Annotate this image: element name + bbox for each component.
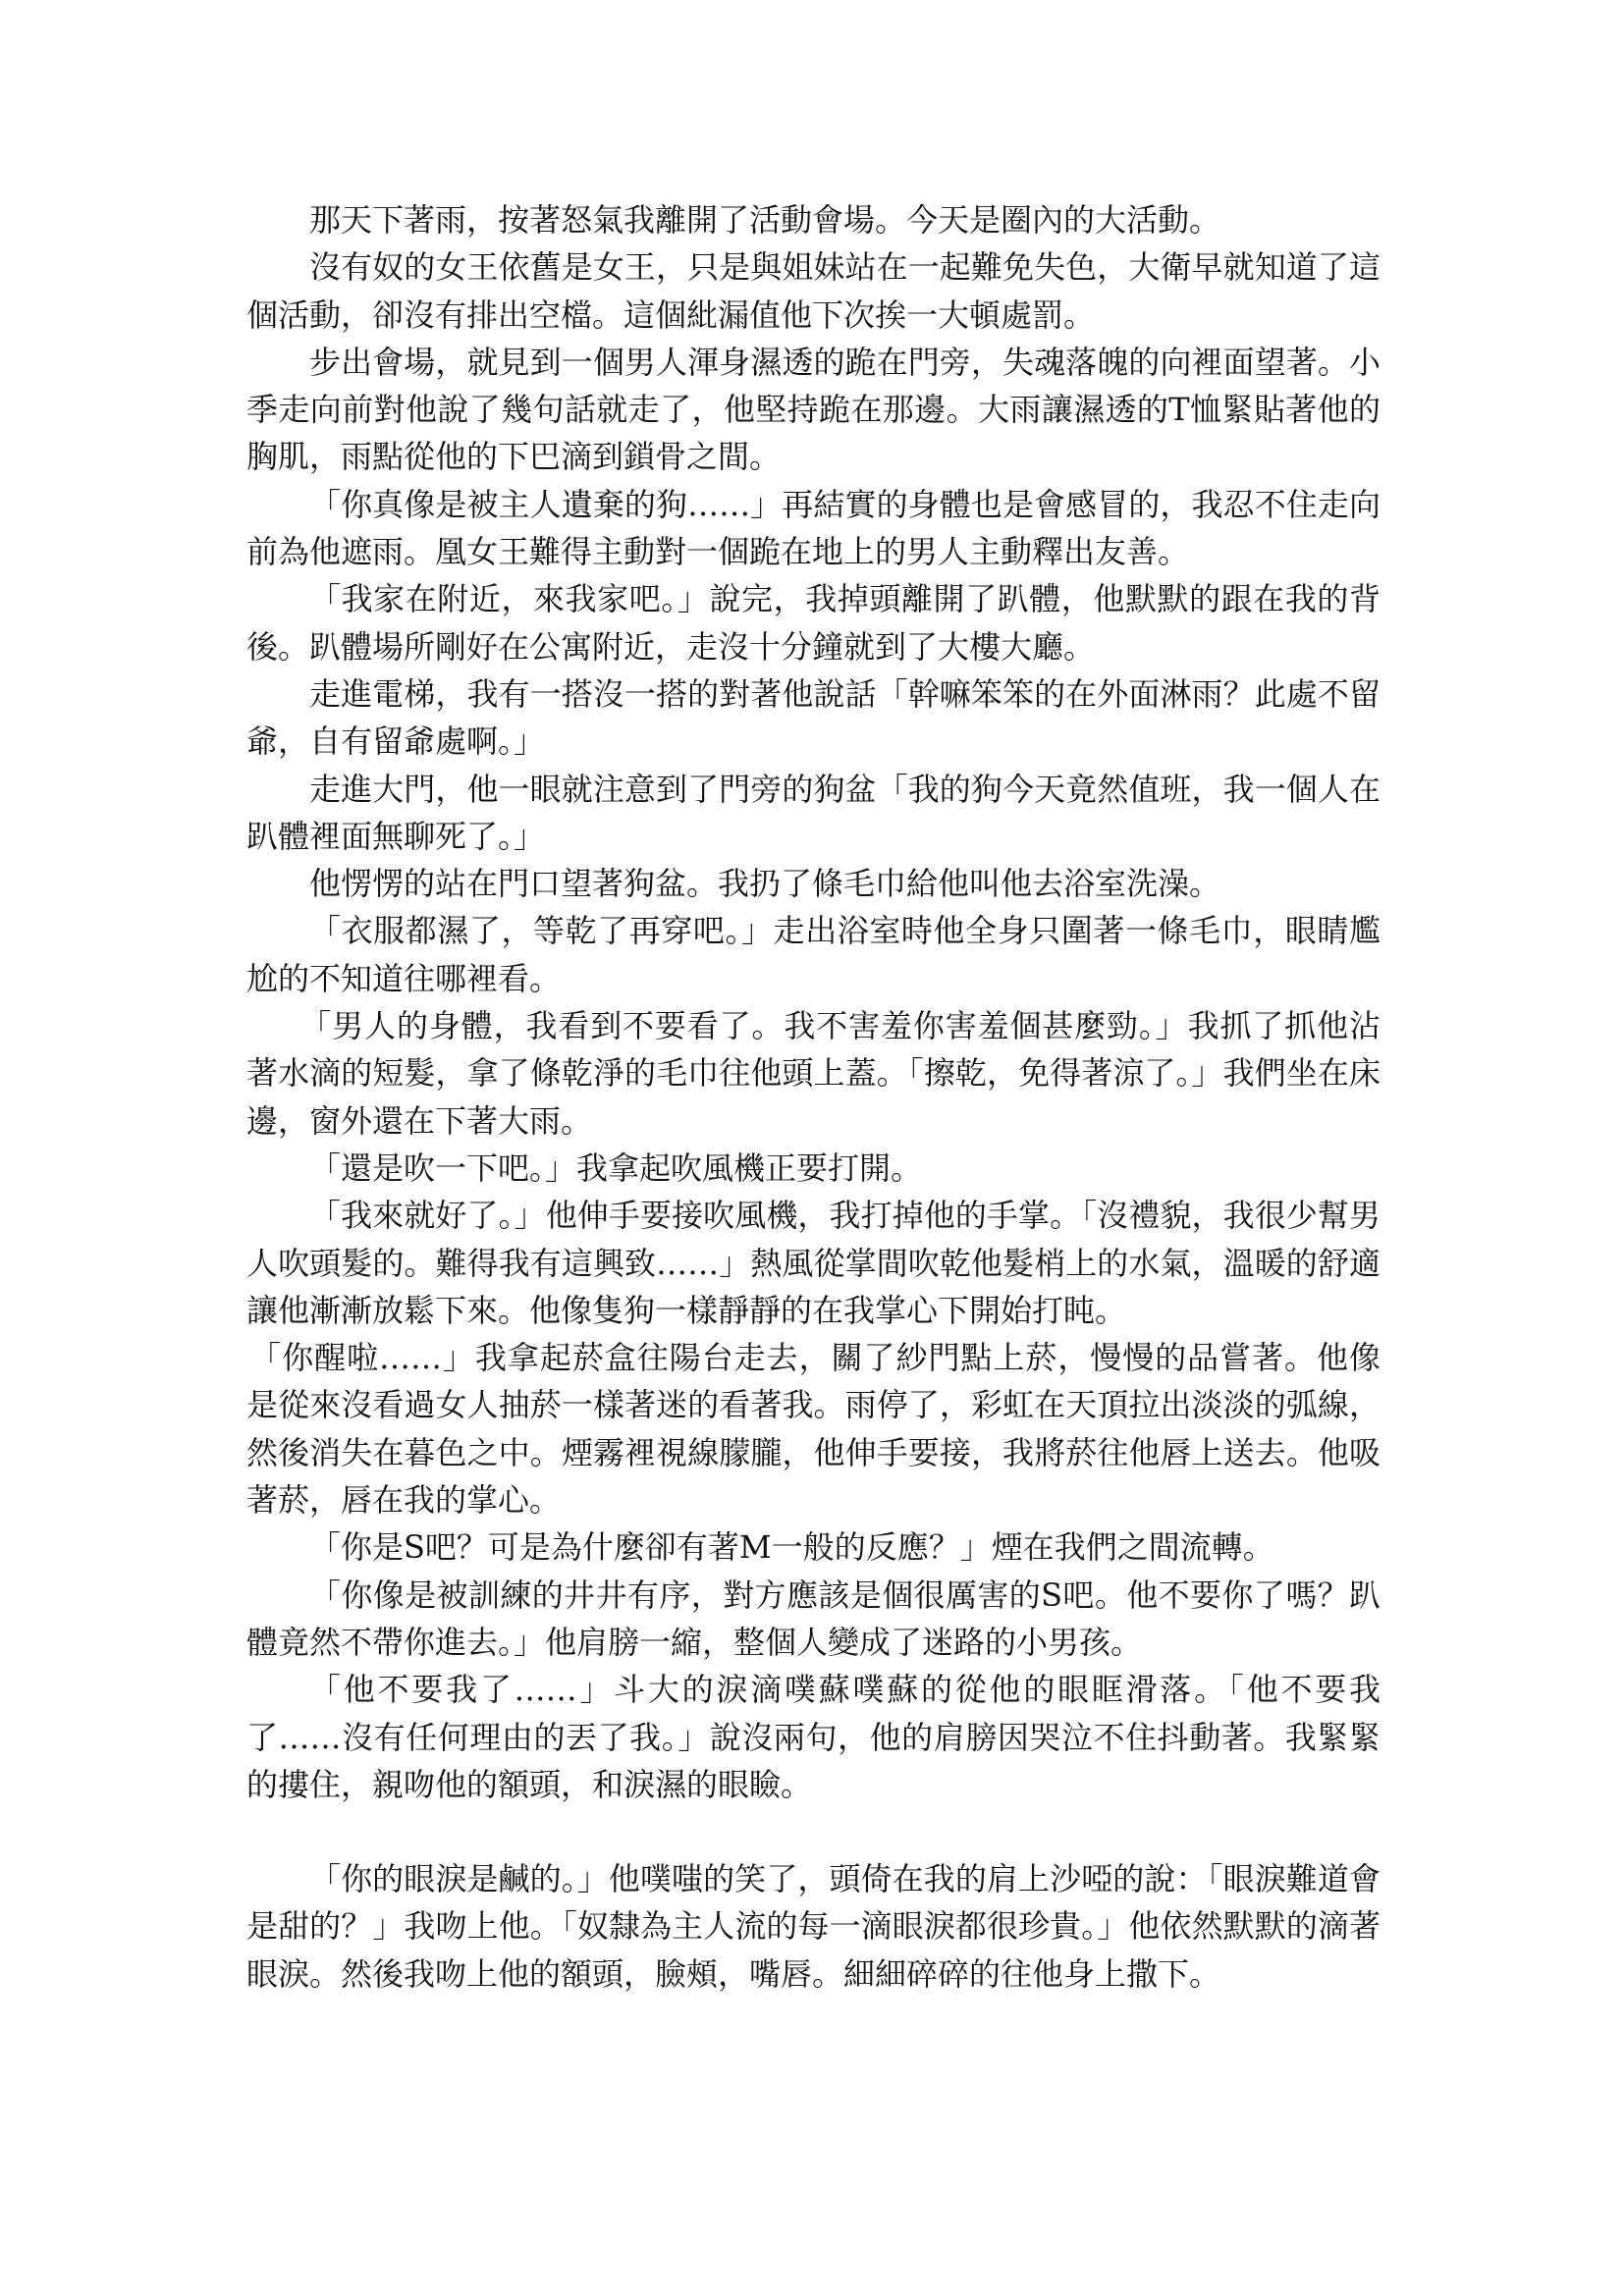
paragraph-5: 「我家在附近，來我家吧。」說完，我掉頭離開了趴體，他默默的跟在我的背後。趴體場所剛好在公寓附近，走沒十分鐘就到了大樓大廳。 bbox=[246, 580, 1380, 666]
paragraph-10: 「男人的身體，我看到不要看了。我不害羞你害羞個甚麼勁。」我抓了抓他沾著水滴的短髮，拿了條乾淨的毛巾往他頭上蓋。「擦乾，免得著涼了。」我們坐在床邊，窗外還在下著大雨。 bbox=[246, 1007, 1380, 1140]
paragraph-6: 走進電梯，我有一搭沒一搭的對著他說話「幹嘛笨笨的在外面淋雨？此處不留爺，自有留爺處啊。」 bbox=[246, 674, 1380, 761]
paragraph-13: 「你醒啦……」我拿起菸盒往陽台走去，關了紗門點上菸，慢慢的品嘗著。他像是從來沒看過女人抽菸一樣著迷的看著我。雨停了，彩虹在天頂拉出淡淡的弧線，然後消失在暮色之中。煙霧裡視線朦朧，他伸手要接，我將菸往他唇上送去。他吸著菸，唇在我的掌心。 bbox=[246, 1339, 1380, 1520]
paragraph-16: 「他不要我了……」斗大的淚滴噗蘇噗蘇的從他的眼眶滑落。「他不要我了……沒有任何理由的丟了我。」說沒兩句，他的肩膀因哭泣不住抖動著。我緊緊的摟住，親吻他的額頭，和淚濕的眼瞼。 bbox=[246, 1671, 1380, 1803]
paragraph-3: 步出會場，就見到一個男人渾身濕透的跪在門旁，失魂落魄的向裡面望著。小季走向前對他說了幾句話就走了，他堅持跪在那邊。大雨讓濕透的T恤緊貼著他的胸肌，雨點從他的下巴滴到鎖骨之間。 bbox=[246, 343, 1380, 476]
paragraph-11: 「還是吹一下吧。」我拿起吹風機正要打開。 bbox=[309, 1148, 923, 1187]
paragraph-gap bbox=[246, 1808, 1380, 1855]
paragraph-9: 「衣服都濕了，等乾了再穿吧。」走出浴室時他全身只圍著一條毛巾，眼睛尷尬的不知道往哪裡看。 bbox=[246, 912, 1380, 997]
paragraph-14: 「你是S吧？可是為什麼卻有著M一般的反應？」煙在我們之間流轉。 bbox=[309, 1528, 1274, 1567]
paragraph-17: 「你的眼淚是鹹的。」他噗嗤的笑了，頭倚在我的肩上沙啞的說：「眼淚難道會是甜的？」我吻上他。「奴隸為主人流的每一滴眼淚都很珍貴。」他依然默默的滴著眼淚。然後我吻上他的額頭，臉頰，嘴唇。細細碎碎的往他身上撒下。 bbox=[246, 1860, 1380, 1993]
paragraph-2: 沒有奴的女王依舊是女王，只是與姐妹站在一起難免失色，大衛早就知道了這個活動，卻沒有排出空檔。這個紕漏值他下次挨一大頓處罰。 bbox=[246, 248, 1380, 334]
paragraph-8: 他愣愣的站在門口望著狗盆。我扔了條毛巾給他叫他去浴室洗澡。 bbox=[309, 865, 1221, 903]
paragraph-4: 「你真像是被主人遺棄的狗……」再結實的身體也是會感冒的，我忍不住走向前為他遮雨。凰女王難得主動對一個跪在地上的男人主動釋出友善。 bbox=[246, 485, 1380, 571]
paragraph-12: 「我來就好了。」他伸手要接吹風機，我打掉他的手掌。「沒禮貌，我很少幫男人吹頭髮的。難得我有這興致……」熱風從掌間吹乾他髮梢上的水氣，溫暖的舒適讓他漸漸放鬆下來。他像隻狗一樣靜靜的在我掌心下開始打盹。 bbox=[246, 1197, 1380, 1329]
paragraph-1: 那天下著雨，按著怒氣我離開了活動會場。今天是圈內的大活動。 bbox=[309, 201, 1221, 239]
story-text bbox=[246, 196, 1380, 1998]
paragraph-7: 走進大門，他一眼就注意到了門旁的狗盆「我的狗今天竟然值班，我一個人在趴體裡面無聊死了。」 bbox=[246, 770, 1380, 855]
paragraph-15: 「你像是被訓練的井井有序，對方應該是個很厲害的S吧。他不要你了嗎？趴體竟然不帶你進去。」他肩膀一縮，整個人變成了迷路的小男孩。 bbox=[246, 1575, 1380, 1661]
